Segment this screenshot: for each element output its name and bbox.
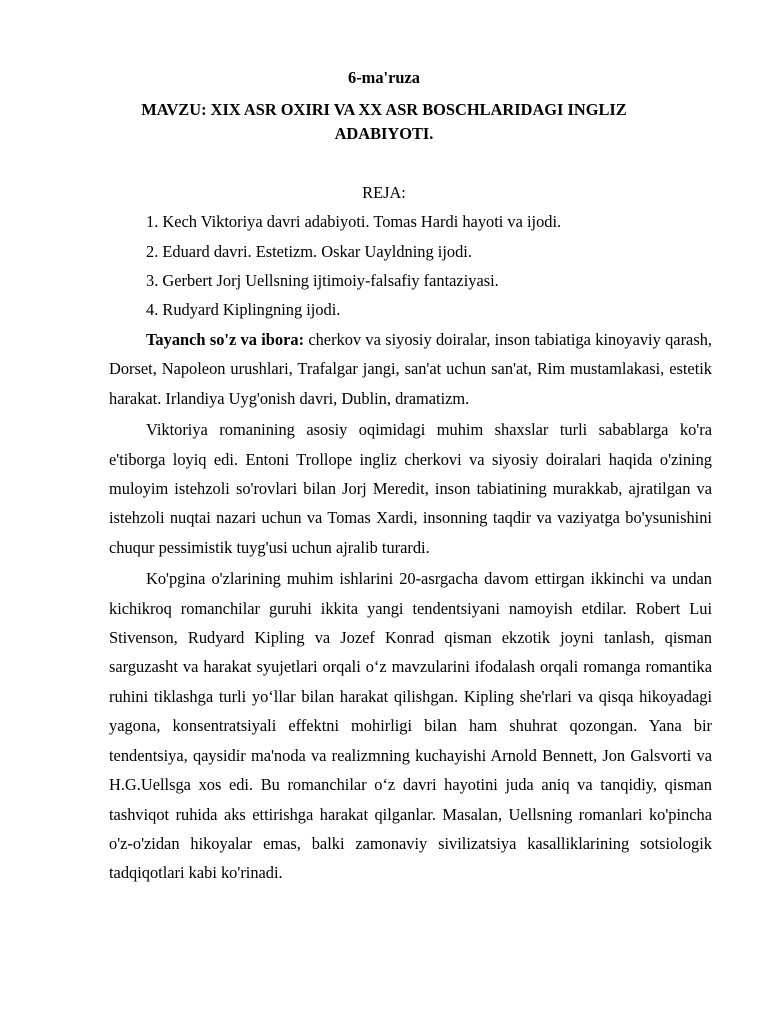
- keywords-text: cherkov va siyosiy doiralar, inson tabiatiga kinoyaviy qarash, Dorset, Napoleon urushlari, Trafalgar jangi, san'at uchun san'at, Rim mustamlakasi, estetik harakat. Irlandiya Uyg'onish davri, Dublin, dramatizm.: [109, 330, 712, 408]
- keywords-label: Tayanch so'z va ibora:: [146, 330, 305, 349]
- body-text: [109, 325, 712, 888]
- plan-item-4: 4. Rudyard Kiplingning ijodi.: [146, 300, 341, 319]
- plan-item-1: 1. Kech Viktoriya davri adabiyoti. Tomas Hardi hayoti va ijodi.: [146, 212, 562, 231]
- keywords-paragraph: [109, 325, 712, 413]
- paragraph-victorian-novel: Viktoriya romanining asosiy oqimidagi muhim shaxslar turli sabablarga ko'ra e'tiborga loyiq edi. Entoni Trollope ingliz cherkovi va siyosiy doiralari haqida o'zining muloyim istehzoli so'rovlari bilan Jorj Meredit, inson tabiatining murakkab, ajratilgan va istehzoli nuqtai nazari uchun va Tomas Xardi, insonning taqdir va vaziyatga bo'ysunishini chuqur pessimistik tuyg'usi uchun ajralib turardi.: [109, 420, 712, 557]
- plan-item-3: 3. Gerbert Jorj Uellsning ijtimoiy-falsafiy fantaziyasi.: [146, 271, 499, 290]
- plan-item-2: 2. Eduard davri. Estetizm. Oskar Uayldning ijodi.: [146, 242, 472, 261]
- topic-title: MAVZU: XIX ASR OXIRI VA XX ASR BOSCHLARIDAGI INGLIZ ADABIYOTI.: [141, 100, 627, 143]
- paragraph-novelists-tendencies: Ko'pgina o'zlarining muhim ishlarini 20-asrgacha davom ettirgan ikkinchi va undan kichikroq romanchilar guruhi ikkita yangi tendentsiyani namoyish etdilar. Robert Lui Stivenson, Rudyard Kipling va Jozef Konrad qisman ekzotik joyni tanlash, qisman sarguzasht va harakat syujetlari orqali o‘z mavzularini ifodalash orqali romanga romantika ruhini tiklashga turli yo‘llar bilan harakat qilishgan. Kipling she'rlari va qisqa hikoyadagi yagona, konsentratsiyali effektni mohirligi bilan ham shuhrat qozongan. Yana bir tendentsiya, qaysidir ma'noda va realizmning kuchayishi Arnold Bennett, Jon Galsvorti va H.G.Uellsga xos edi. Bu romanchilar o‘z davri hayotini juda aniq va tanqidiy, qisman tashviqot ruhida aks ettirishga harakat qilganlar. Masalan, Uellsning romanlari ko'pincha o'z-o'zidan hikoyalar emas, balki zamonaviy sivilizatsiya kasalliklarining sotsiologik tadqiqotlari kabi ko'rinadi.: [109, 569, 712, 883]
- lecture-number: 6-ma'ruza: [348, 68, 420, 87]
- plan-heading: REJA:: [362, 183, 406, 202]
